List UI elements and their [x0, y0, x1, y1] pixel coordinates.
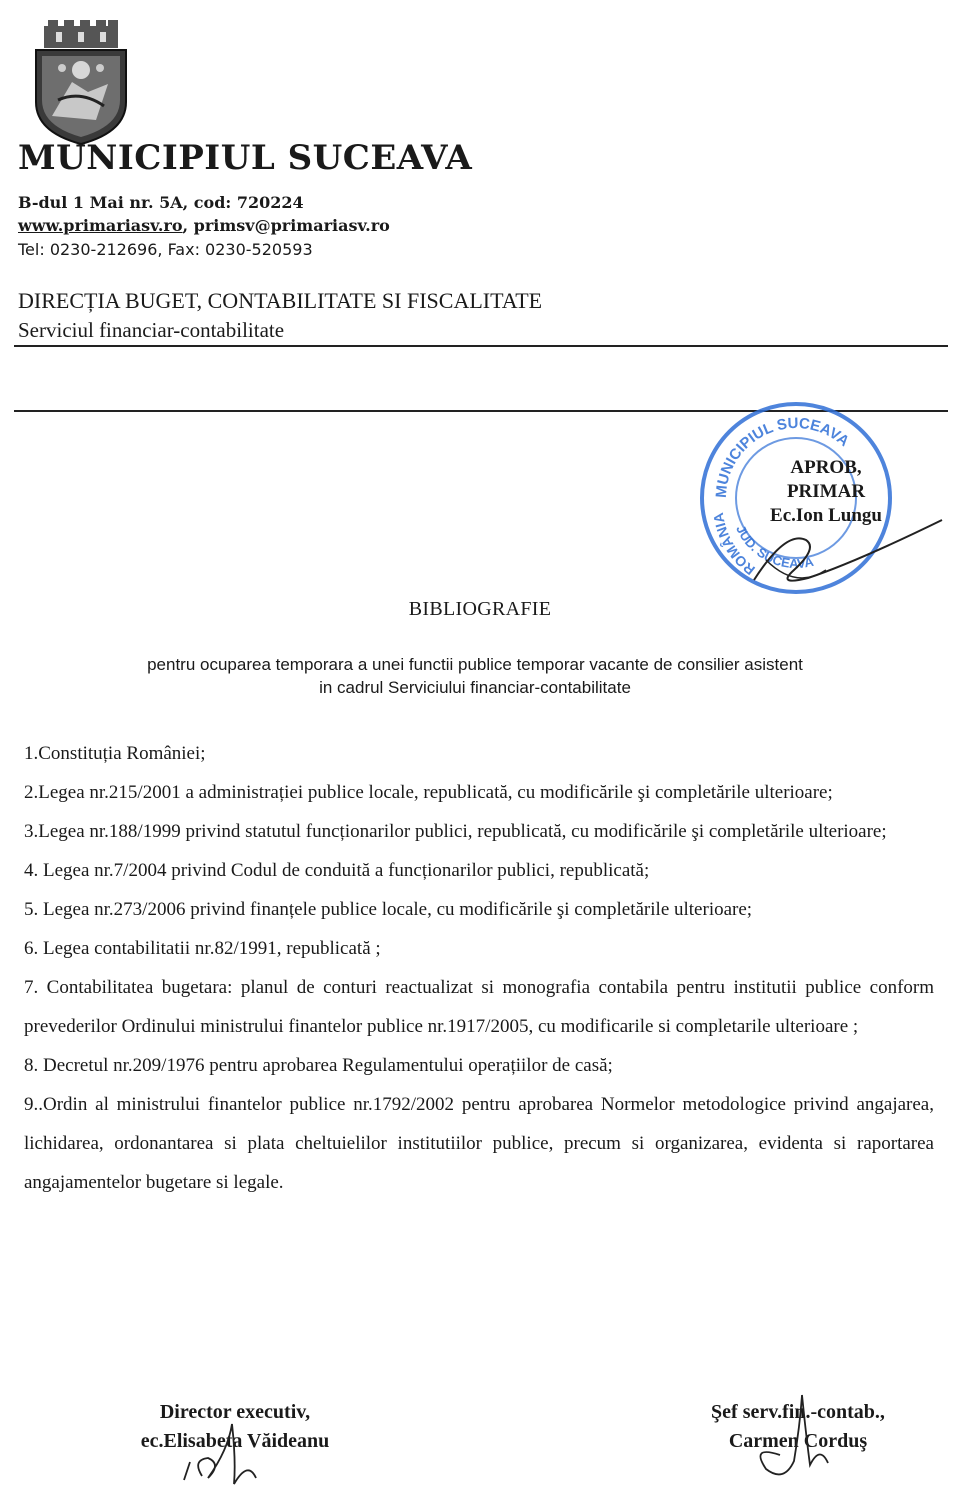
subtitle-line-1: pentru ocuparea temporara a unei functii publice temporar vacante de consilier asistent	[147, 655, 803, 674]
direction-name: DIRECȚIA BUGET, CONTABILITATE SI FISCALITATE	[18, 288, 543, 313]
director-name: ec.Elisabeta Văideanu	[140, 1430, 330, 1452]
head-signature-icon	[740, 1385, 870, 1485]
bibliography-item: 8. Decretul nr.209/1976 pentru aprobarea Regulamentului operațiilor de casă;	[24, 1055, 613, 1076]
document-title: BIBLIOGRAFIE	[408, 598, 552, 620]
email-text: , primsv@primariasv.ro	[182, 216, 390, 235]
bibliography-list	[24, 734, 934, 1202]
bibliography-item: 1.Constituția României;	[24, 743, 206, 764]
head-role: Şef serv.fin.-contab.,	[711, 1401, 885, 1423]
stamp-text-top: MUNICIPIUL SUCEAVA	[712, 414, 853, 499]
head-name: Carmen Corduş	[728, 1430, 868, 1452]
phone-fax-line: Tel: 0230-212696, Fax: 0230-520593	[18, 240, 313, 259]
coat-of-arms-icon	[22, 20, 140, 146]
stamp-text-bottom: JUD. SUCEAVA	[733, 522, 815, 572]
bibliography-item: 4. Legea nr.7/2004 privind Codul de conduită a funcționarilor publici, republicată;	[24, 860, 650, 881]
service-name: Serviciul financiar-contabilitate	[18, 318, 285, 342]
mayor-signature-icon	[746, 500, 946, 595]
bibliography-item: 5. Legea nr.273/2006 privind finanțele publice locale, cu modificările şi completările ulterioare;	[24, 899, 753, 920]
subtitle-line-2: in cadrul Serviciului financiar-contabilitate	[319, 678, 631, 697]
bibliography-item: 2.Legea nr.215/2001 a administrației publice locale, republicată, cu modificările şi completările ulterioare;	[24, 782, 833, 803]
address-line: B-dul 1 Mai nr. 5A, cod: 720224	[18, 193, 304, 212]
organization-name: MUNICIPIUL SUCEAVA	[18, 138, 473, 178]
stamp-text-left: ROMÂNIA	[709, 511, 758, 579]
document-subtitle	[40, 653, 910, 699]
bibliography-item: 6. Legea contabilitatii nr.82/1991, republicată ;	[24, 938, 381, 959]
contact-web-line	[18, 216, 390, 235]
approval-line-1: APROB,	[790, 457, 862, 478]
bibliography-item: 7. Contabilitatea bugetara: planul de conturi reactualizat si monografia contabila pentru institutii publice conform prevederilor Ordinului ministrului finantelor publice nr.1917/2005, cu modificarile si completarile ulterioare ;	[24, 977, 934, 1037]
bibliography-item: 9..Ordin al ministrului finantelor publice nr.1792/2002 pentru aprobarea Normelor metodologice privind angajarea, lichidarea, ordonantarea si plata cheltuielilor institutiilor publice, precum si organizarea, evidenta si raportarea angajamentelor bugetare si legale.	[24, 1094, 934, 1193]
website-link[interactable]: www.primariasv.ro	[18, 216, 183, 235]
approval-line-3: Ec.Ion Lungu	[770, 505, 882, 526]
header-divider	[14, 345, 948, 347]
director-role: Director executiv,	[159, 1401, 311, 1423]
director-signature-icon	[178, 1420, 288, 1488]
bibliography-item: 3.Legea nr.188/1999 privind statutul funcționarilor publici, republicată, cu modificările şi completările ulterioare;	[24, 821, 887, 842]
approval-line-2: PRIMAR	[786, 481, 866, 502]
